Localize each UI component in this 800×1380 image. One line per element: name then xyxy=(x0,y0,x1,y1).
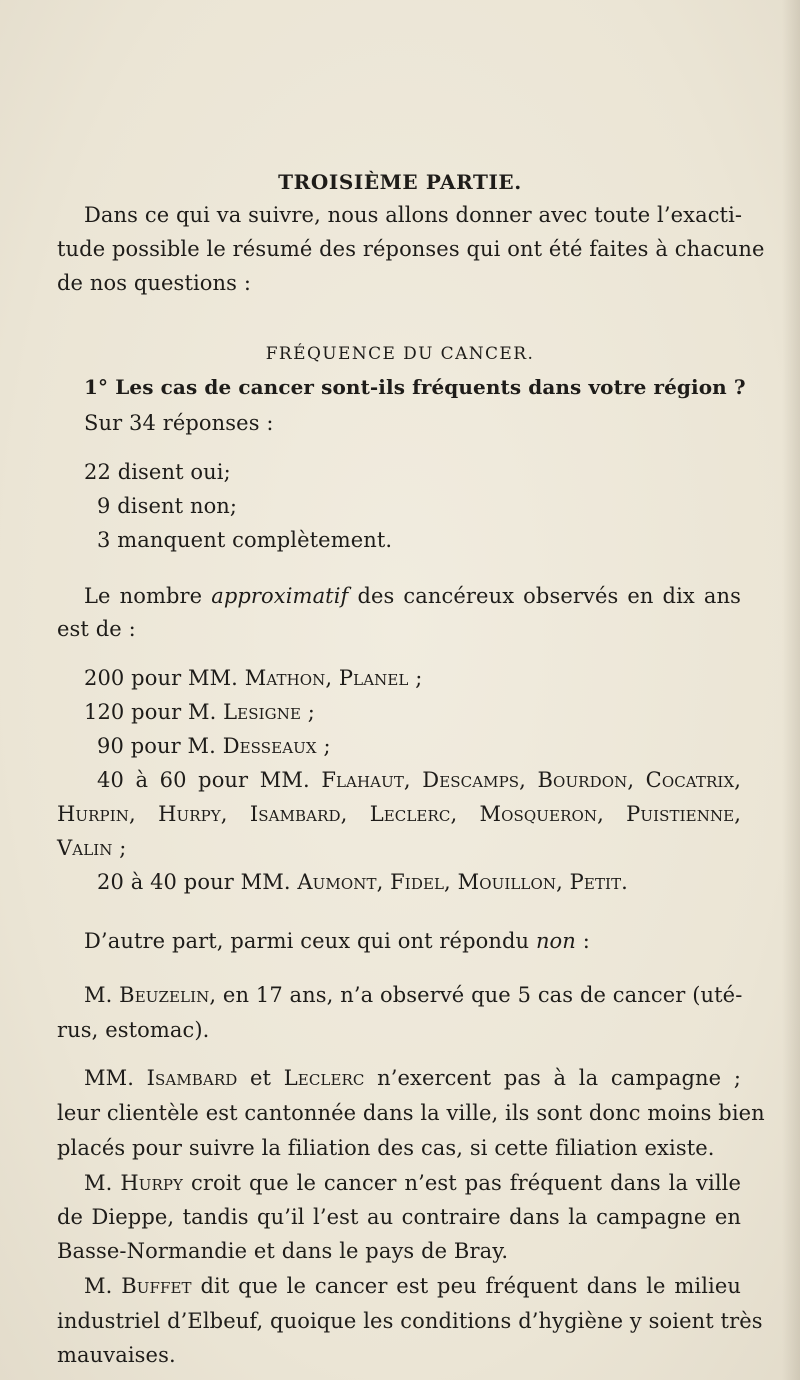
intro-line-3: de nos questions : xyxy=(57,271,251,295)
count-line xyxy=(84,698,315,726)
isambard-mid: et xyxy=(237,1066,284,1090)
count-prefix: 200 pour MM. xyxy=(84,666,245,690)
hurpy-line-1 xyxy=(84,1169,741,1197)
hurpy-line-3: Basse-Normandie et dans le pays de Bray. xyxy=(57,1239,509,1263)
count-names: Mathon, Planel xyxy=(244,666,409,690)
page-edge-shadow xyxy=(782,0,800,1380)
hurpy-prefix: M. xyxy=(84,1171,121,1195)
isambard-line-1 xyxy=(84,1064,741,1092)
question-number: 1° xyxy=(84,375,109,399)
answer-no: 9 disent non; xyxy=(97,494,238,518)
count-suffix: ; xyxy=(316,734,331,758)
count-prefix: 20 à 40 pour MM. xyxy=(97,870,298,894)
no-intro-text: D’autre part, parmi ceux qui ont répondu xyxy=(84,929,536,953)
buffet-prefix: M. xyxy=(84,1274,122,1298)
count-line xyxy=(57,800,741,828)
count-suffix: ; xyxy=(112,836,127,860)
section-heading: FRÉQUENCE DU CANCER. xyxy=(265,344,535,364)
estimate-emphasis: approximatif xyxy=(211,584,349,608)
count-prefix: 40 à 60 pour MM. xyxy=(97,768,322,792)
isambard-line-2: leur clientèle est cantonnée dans la ville, ils sont donc moins bien xyxy=(57,1101,765,1125)
beuzelin-line-2: rus, estomac). xyxy=(57,1018,210,1042)
beuzelin-line-1 xyxy=(84,981,741,1009)
count-suffix: ; xyxy=(408,666,423,690)
beuzelin-text: , en 17 ans, n’a observé que 5 cas de cancer (uté- xyxy=(209,983,743,1007)
question-1 xyxy=(84,373,746,401)
estimate-suffix: des cancéreux observés en dix ans xyxy=(348,584,741,608)
count-names: Hurpin, Hurpy, Isambard, Leclerc, Mosqueron, Puistienne, xyxy=(57,802,741,826)
count-names: Flahaut, Descamps, Bourdon, Cocatrix, xyxy=(321,768,741,792)
isambard-text: n’exercent pas à la campagne ; xyxy=(364,1066,741,1090)
count-line xyxy=(97,732,331,760)
count-names: Lesigne xyxy=(223,700,301,724)
isambard-prefix: MM. xyxy=(84,1066,147,1090)
no-responses-intro xyxy=(84,927,590,955)
intro-line-1: Dans ce qui va suivre, nous allons donner avec toute l’exacti- xyxy=(84,203,743,227)
buffet-line-1 xyxy=(84,1272,741,1300)
intro-line-2: tude possible le résumé des réponses qui ont été faites à chacune xyxy=(57,237,765,261)
buffet-text: dit que le cancer est peu fréquent dans le milieu xyxy=(191,1274,742,1298)
count-prefix: 120 pour M. xyxy=(84,700,224,724)
answers-header: Sur 34 réponses : xyxy=(84,411,274,435)
count-line xyxy=(97,766,741,794)
isambard-line-3: placés pour suivre la filiation des cas, si cette filiation existe. xyxy=(57,1136,715,1160)
buffet-name: Buffet xyxy=(121,1274,192,1298)
count-names: Valin xyxy=(57,836,113,860)
question-text: Les cas de cancer sont-ils fréquents dans votre région ? xyxy=(115,375,746,399)
buffet-line-2: industriel d’Elbeuf, quoique les conditions d’hygiène y soient très xyxy=(57,1309,763,1333)
count-line xyxy=(57,834,126,862)
beuzelin-name: Beuzelin xyxy=(119,983,210,1007)
count-line xyxy=(97,868,628,896)
count-names: Desseaux xyxy=(222,734,317,758)
hurpy-text: croit que le cancer n’est pas fréquent dans la ville xyxy=(183,1171,741,1195)
hurpy-line-2: de Dieppe, tandis qu’il l’est au contraire dans la campagne en xyxy=(57,1205,741,1229)
answer-yes: 22 disent oui; xyxy=(84,460,231,484)
answer-missing: 3 manquent complètement. xyxy=(97,528,393,552)
estimate-line-1 xyxy=(84,582,741,610)
estimate-line-2: est de : xyxy=(57,617,136,641)
count-names: Aumont, Fidel, Mouillon, Petit. xyxy=(297,870,628,894)
no-intro-emphasis: non xyxy=(535,929,576,953)
estimate-prefix: Le nombre xyxy=(84,584,212,608)
no-intro-suffix: : xyxy=(575,929,590,953)
count-prefix: 90 pour M. xyxy=(97,734,223,758)
count-line xyxy=(84,664,422,692)
page-title: TROISIÈME PARTIE. xyxy=(278,170,522,194)
beuzelin-prefix: M. xyxy=(84,983,120,1007)
hurpy-name: Hurpy xyxy=(120,1171,184,1195)
count-suffix: ; xyxy=(301,700,315,724)
leclerc-name: Leclerc xyxy=(283,1066,365,1090)
buffet-line-3: mauvaises. xyxy=(57,1343,176,1367)
isambard-name: Isambard xyxy=(146,1066,238,1090)
